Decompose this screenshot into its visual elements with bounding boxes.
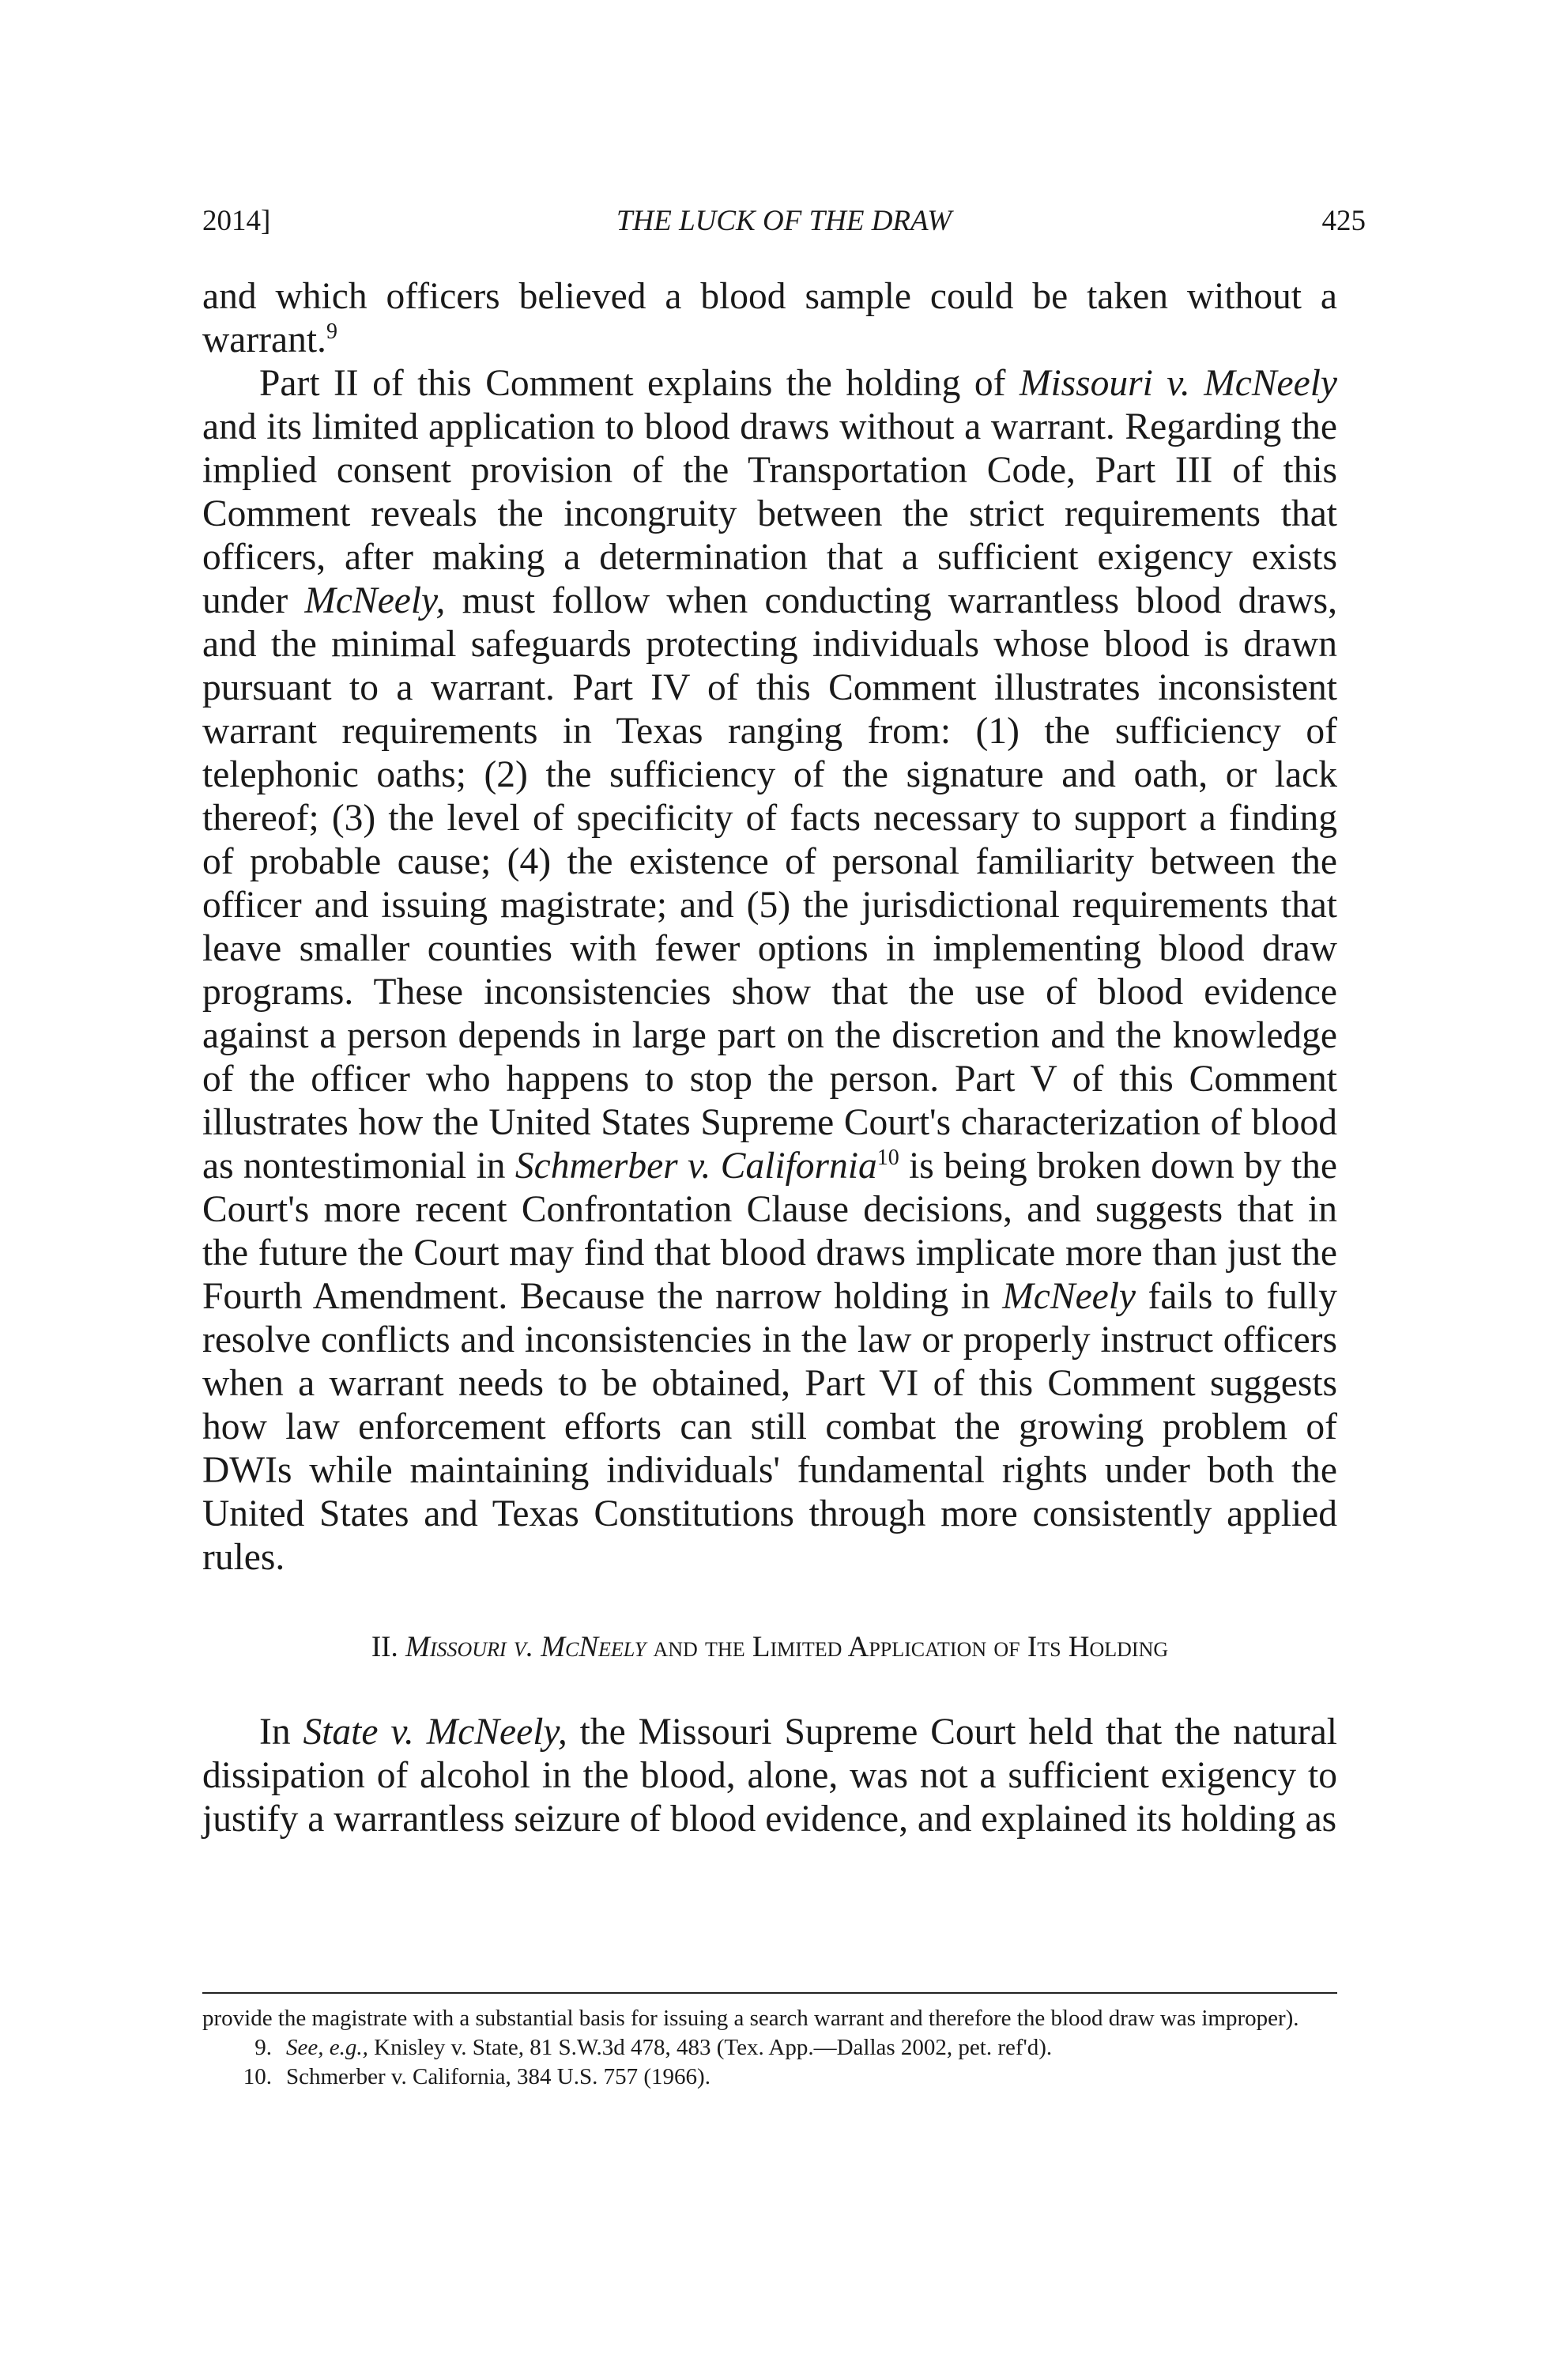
header-year: 2014] xyxy=(202,205,271,237)
footnote-divider xyxy=(202,1992,1337,1994)
page-number: 425 xyxy=(1321,205,1366,237)
footnote-9: 9. See, e.g., Knisley v. State, 81 S.W.3d 478, 483 (Tex. App.—Dallas 2002, pet. ref'd). xyxy=(254,2035,1053,2060)
section-heading: II. Missouri v. McNeely and the Limited Application of Its Holding xyxy=(371,1631,1169,1663)
running-header xyxy=(202,204,1366,251)
main-text xyxy=(202,275,1337,1841)
case-name: Missouri v. McNeely xyxy=(1019,363,1337,404)
case-name: Schmerber v. California xyxy=(514,1145,877,1187)
case-name: McNeely, xyxy=(304,580,446,621)
paragraph-1: and which officers believed a blood sample could be taken without a warrant.$^9$ xyxy=(202,276,1337,360)
footnotes xyxy=(202,2004,1337,2092)
footnote-ref-10[interactable]: 10 xyxy=(876,1145,899,1171)
paragraph-2: Part II of this Comment explains the holding of Missouri v. McNeely and its limited application to blood draws without a warrant. Regarding the implied consent provision of the Transportation Code, Part III of this Comment reveals the incongruity between the strict requirements that officers, after making a determination that a sufficient exigency exists under McNeely, must follow when conducting warrantless blood draws, and the minimal safeguards protecting individuals whose blood is drawn pursuant to a warrant. Part IV of this Comment illustrates inconsistent warrant requirements in Texas ranging from: (1) the sufficiency of telephonic oaths; (2) the sufficiency of the signature and oath, or lack thereof; (3) the level of specificity of facts necessary to support a finding of probable cause; (4) the existence of personal familiarity between the officer and issuing magistrate; and (5) the jurisdictional requirements that leave smaller counties with fewer options in implementing blood draw programs. These inconsistencies show that the use of blood evidence against a person depends in large part on the discretion and the knowledge of the officer who happens to stop the person. Part V of this Comment illustrates how the United States Supreme Court's characterization of blood as nontestimonial in Schmerber v. California$^{10}$ is being broken down by the Court's more recent Confrontation Clause decisions, and suggests that in the future the Court may find that blood draws implicate more than just the Fourth Amendment. Because the narrow holding in McNeely fails to fully resolve conflicts and inconsistencies in the law or properly instruct officers when a warrant needs to be obtained, Part VI of this Comment suggests how law enforcement efforts can still combat the growing problem of DWIs while maintaining individuals' fundamental rights under both the United States and Texas Constitutions through more consistently applied rules. xyxy=(202,363,1337,1578)
header-title: THE LUCK OF THE DRAW xyxy=(616,205,952,237)
footnote-10: 10. Schmerber v. California, 384 U.S. 757 (1966). xyxy=(243,2064,710,2089)
case-name: McNeely xyxy=(1002,1276,1136,1317)
paragraph-3: In State v. McNeely, the Missouri Supreme Court held that the natural dissipation of alcohol in the blood, alone, was not a sufficient exigency to justify a warrantless seizure of blood evidence, and explained its holding as xyxy=(202,1712,1337,1840)
footnote-ref-9[interactable]: 9 xyxy=(326,319,337,345)
footnote-continued: provide the magistrate with a substantial basis for issuing a search warrant and therefore the blood draw was improper). xyxy=(202,2006,1299,2031)
case-name: State v. McNeely, xyxy=(303,1712,567,1753)
